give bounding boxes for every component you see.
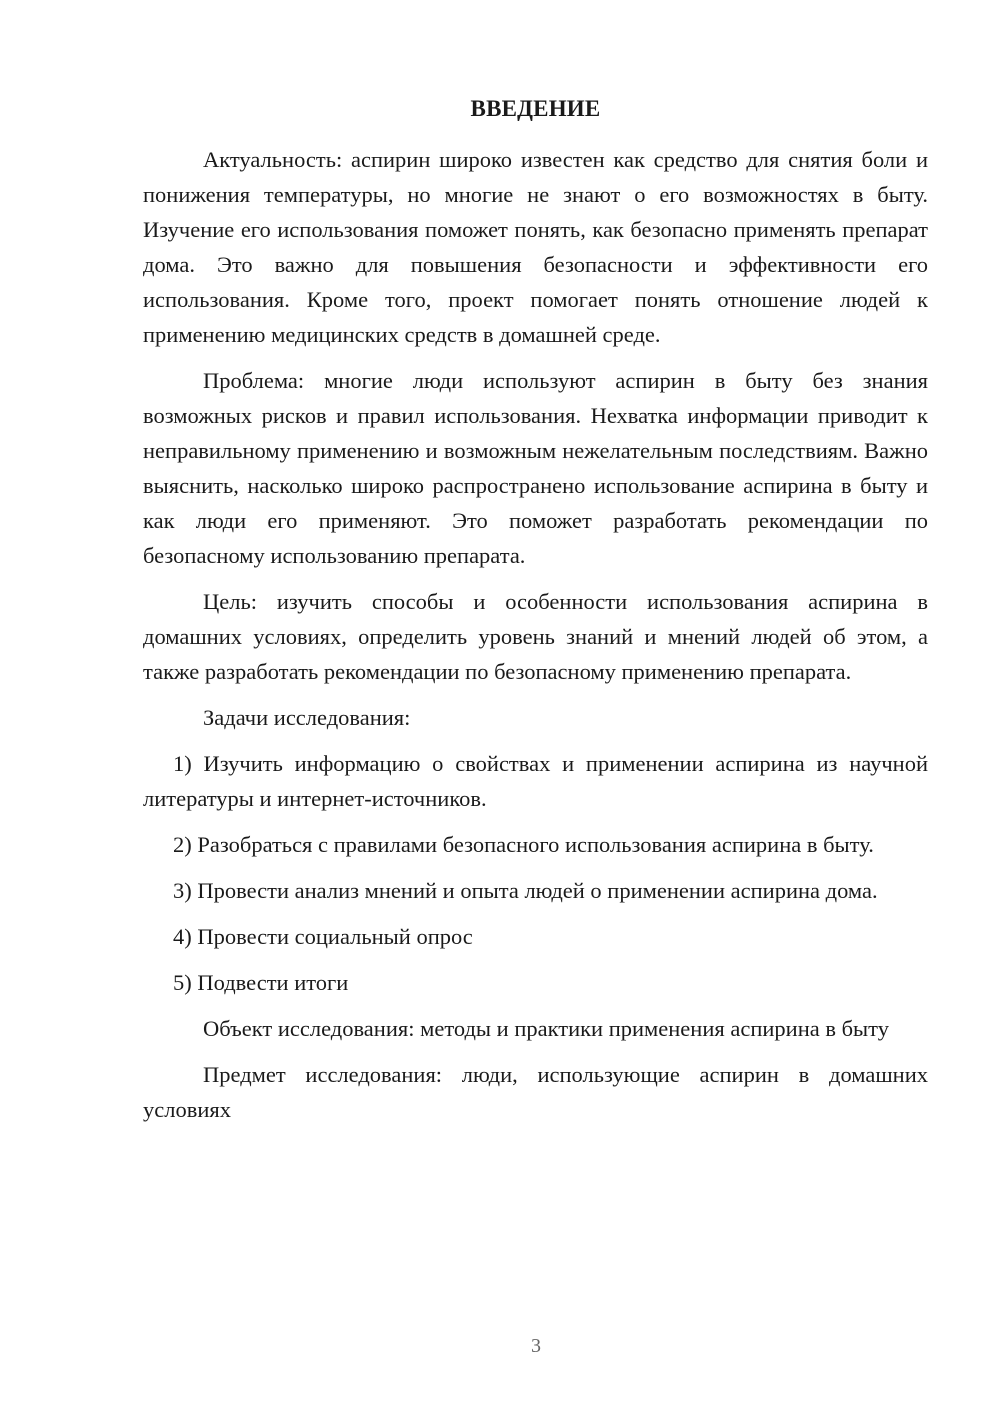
task-item-3: 3) Провести анализ мнений и опыта людей о применении аспирина дома. — [173, 878, 878, 903]
task-item-4: 4) Провести социальный опрос — [173, 924, 473, 949]
task-item-5: 5) Подвести итоги — [173, 970, 349, 995]
tasks-heading: Задачи исследования: — [203, 705, 411, 730]
page-title: ВВЕДЕНИЕ — [470, 96, 601, 121]
paragraph-subject: Предмет исследования: люди, использующие аспирин в домашних условиях — [143, 1062, 928, 1122]
paragraph-object: Объект исследования: методы и практики применения аспирина в быту — [203, 1016, 889, 1041]
document-body — [143, 142, 928, 1138]
task-item-2: 2) Разобраться с правилами безопасного использования аспирина в быту. — [173, 832, 874, 857]
paragraph-relevance: Актуальность: аспирин широко известен как средство для снятия боли и понижения температуры, но многие не знают о его возможностях в быту. Изучение его использования поможет понять, как безопасно применять препарат дома. Это важно для повышения безопасности и эффективности его использования. Кроме того, проект помогает понять отношение людей к применению медицинских средств в домашней среде. — [143, 147, 928, 347]
page-number: 3 — [531, 1335, 541, 1357]
paragraph-goal: Цель: изучить способы и особенности использования аспирина в домашних условиях, определить уровень знаний и мнений людей об этом, а также разработать рекомендации по безопасному применению препарата. — [143, 589, 928, 684]
paragraph-problem: Проблема: многие люди используют аспирин в быту без знания возможных рисков и правил использования. Нехватка информации приводит к неправильному применению и возможным нежелательным последствиям. Важно выяснить, насколько широко распространено использование аспирина в быту и как люди его применяют. Это поможет разработать рекомендации по безопасному использованию препарата. — [143, 368, 928, 568]
task-item-1: 1) Изучить информацию о свойствах и применении аспирина из научной литературы и интернет-источников. — [143, 751, 928, 811]
